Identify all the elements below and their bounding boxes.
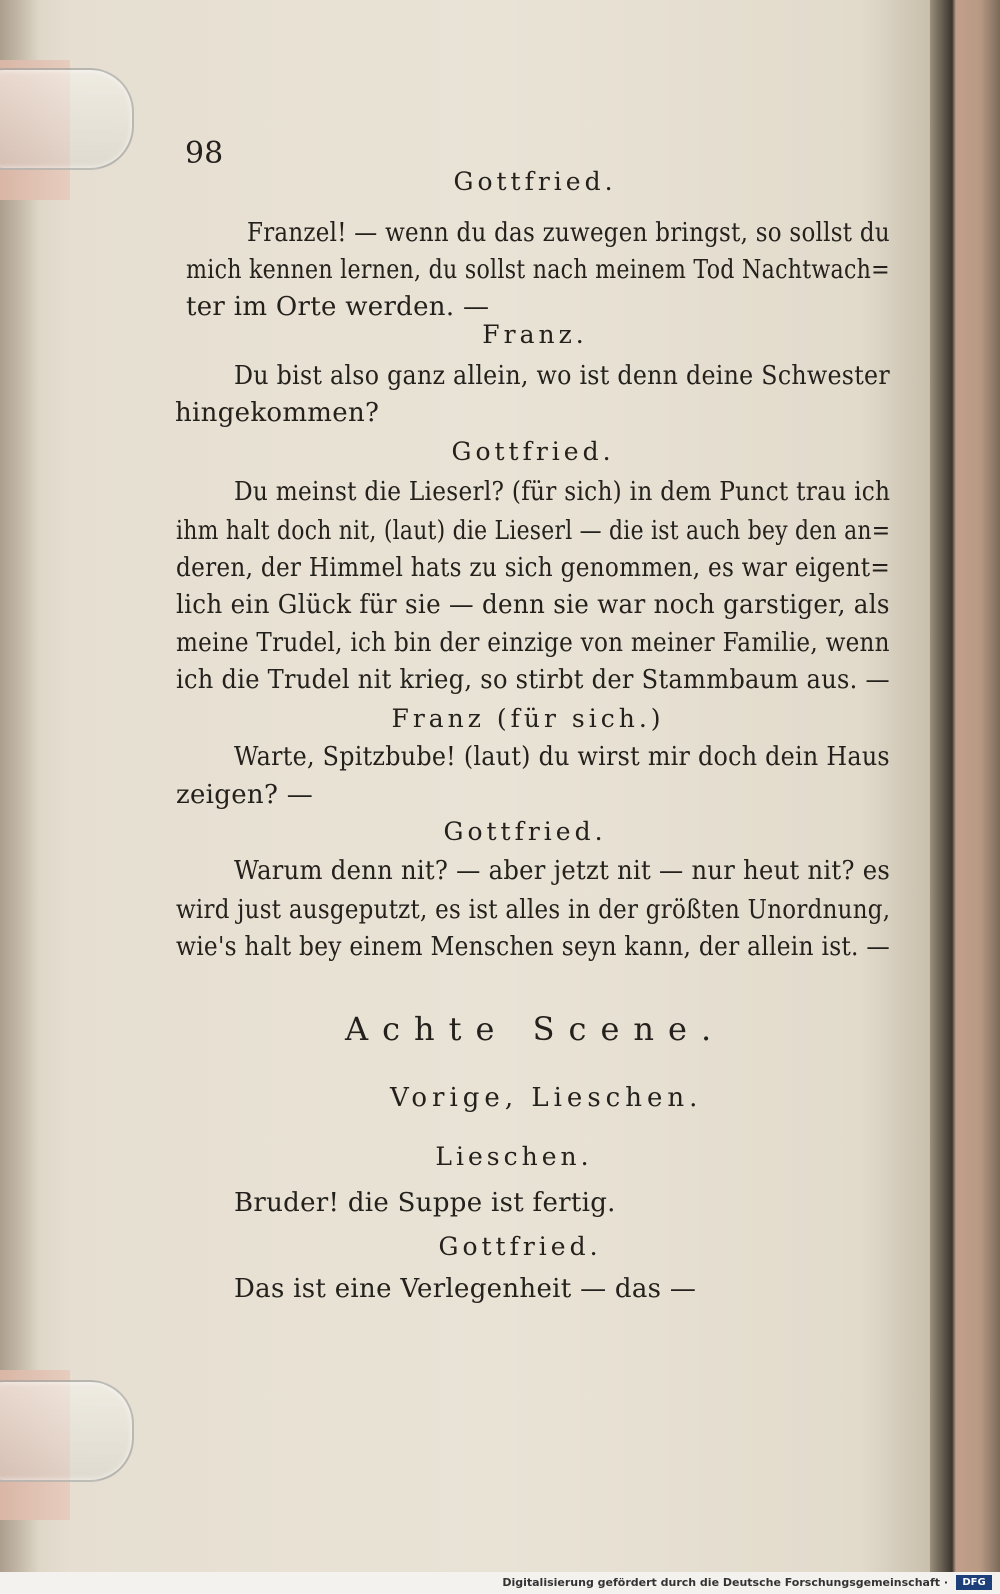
scene-heading: Achte Scene.: [345, 1010, 726, 1048]
text-line: wie's halt bey einem Menschen seyn kann, der allein ist. —: [176, 932, 890, 962]
text-line: Franzel! — wenn du das zuwegen bringst, so sollst du: [247, 218, 890, 248]
text-line: Du bist also ganz allein, wo ist denn deine Schwester: [234, 361, 890, 391]
page-edge: [930, 0, 1000, 1572]
digitization-credit: Digitalisierung gefördert durch die Deutsche Forschungsgemeinschaft ·: [502, 1576, 948, 1589]
text-line: Warte, Spitzbube! (laut) du wirst mir doch dein Haus: [234, 742, 890, 772]
text-line: mich kennen lernen, du sollst nach meinem Tod Nachtwach=: [186, 255, 890, 285]
book-clip-top: [0, 68, 134, 170]
text-line: Bruder! die Suppe ist fertig.: [234, 1188, 616, 1218]
text-line: hingekommen?: [175, 398, 380, 428]
text-line: ihm halt doch nit, (laut) die Lieserl — die ist auch bey den an=: [176, 516, 891, 546]
text-line: lich ein Glück für sie — denn sie war noch garstiger, als: [176, 590, 890, 620]
text-line: meine Trudel, ich bin der einzige von meiner Familie, wenn: [176, 628, 890, 658]
dfg-logo: DFG: [956, 1575, 992, 1590]
scene-cast: Vorige, Lieschen.: [390, 1083, 703, 1113]
speaker-franz: Franz.: [482, 320, 588, 349]
text-line: deren, der Himmel hats zu sich genommen, es war eigent=: [176, 553, 891, 583]
speaker-gottfried: Gottfried.: [438, 1232, 602, 1261]
text-line: wird just ausgeputzt, es ist alles in der größten Unordnung,: [176, 895, 891, 925]
text-line: Du meinst die Lieserl? (für sich) in dem Punct trau ich: [234, 477, 891, 507]
speaker-franz: Franz (für sich.): [391, 704, 665, 733]
book-clip-bottom: [0, 1380, 134, 1482]
speaker-gottfried: Gottfried.: [443, 817, 607, 846]
text-line: zeigen? —: [176, 780, 314, 810]
text-line: ter im Orte werden. —: [186, 292, 490, 322]
speaker-gottfried: Gottfried.: [451, 437, 615, 466]
text-line: Warum denn nit? — aber jetzt nit — nur heut nit? es: [234, 856, 891, 886]
text-line: ich die Trudel nit krieg, so stirbt der Stammbaum aus. —: [176, 665, 890, 695]
page-number: 98: [185, 136, 224, 171]
speaker-lieschen: Lieschen.: [435, 1142, 593, 1171]
speaker-gottfried: Gottfried.: [453, 167, 617, 196]
text-line: Das ist eine Verlegenheit — das —: [234, 1274, 697, 1304]
spine-shadow: [0, 0, 40, 1572]
